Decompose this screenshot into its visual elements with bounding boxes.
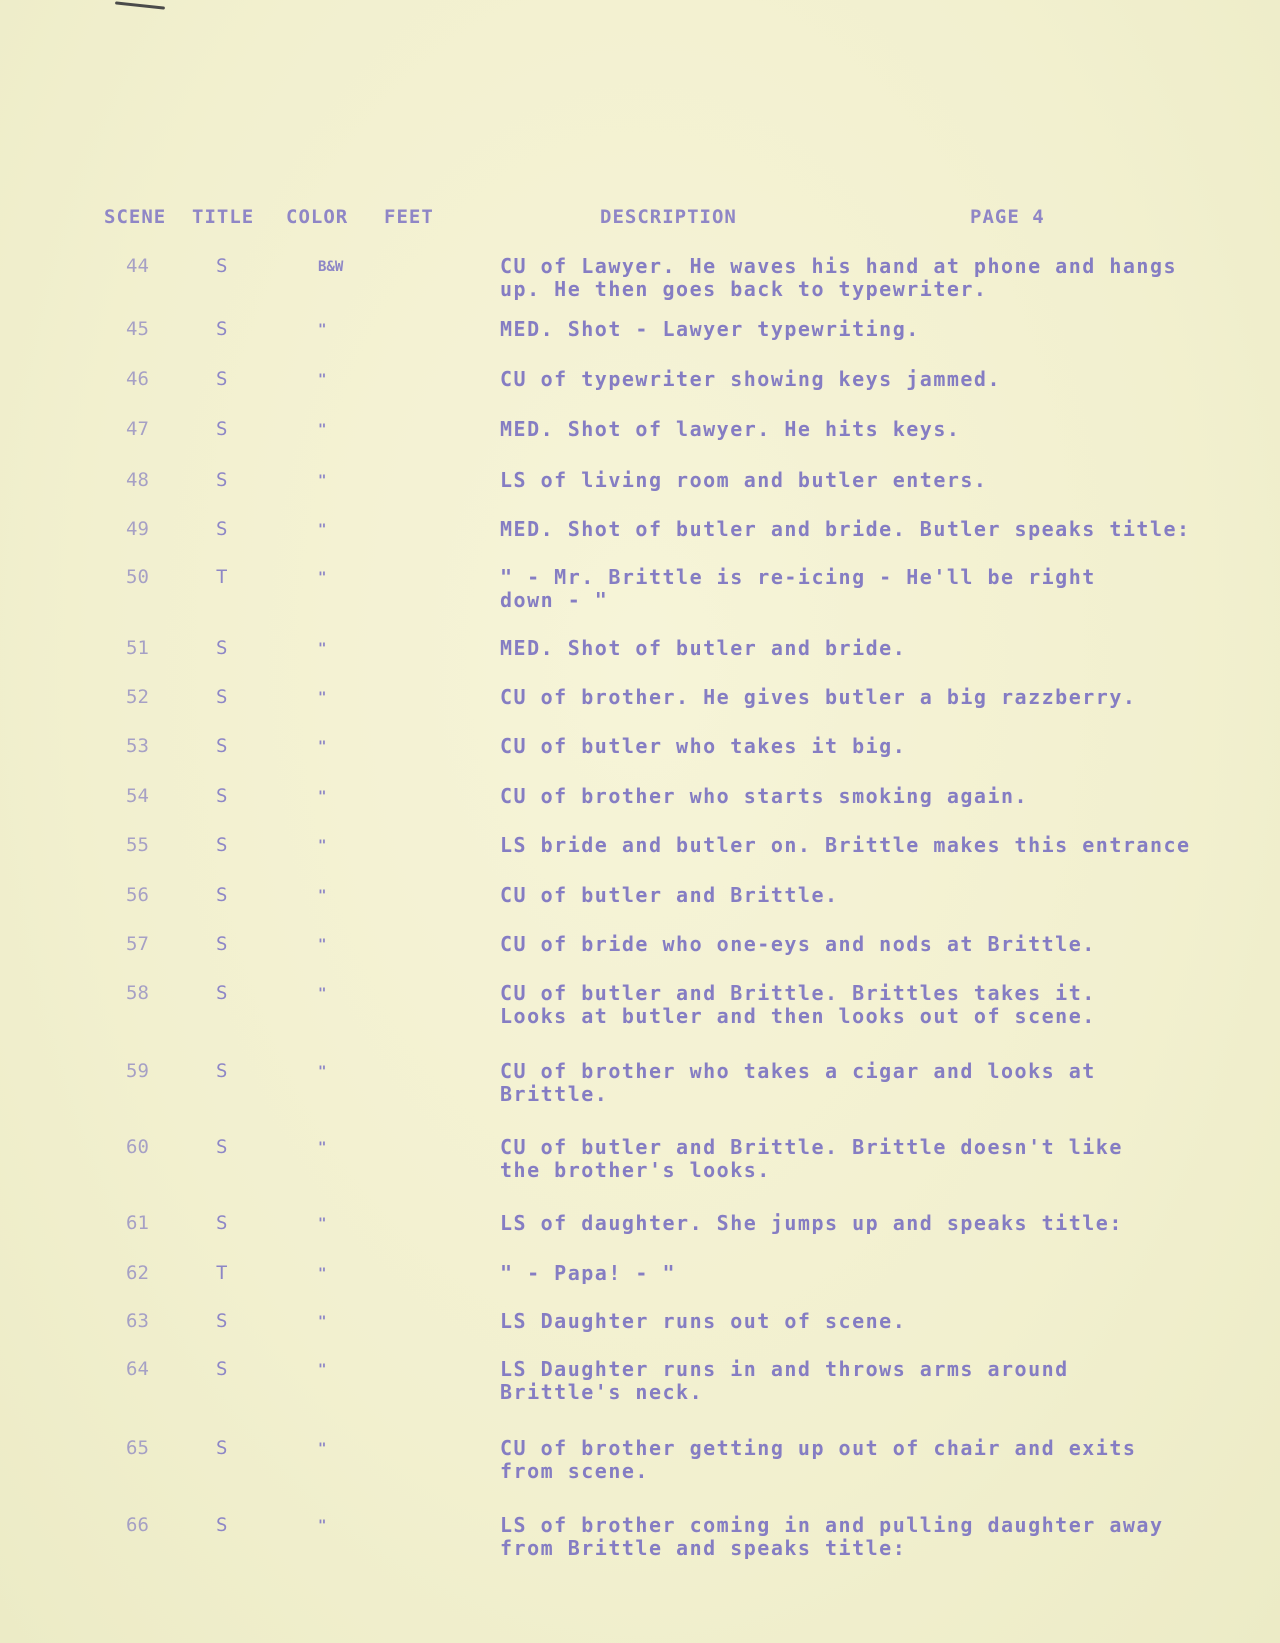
title-code: S: [216, 1136, 228, 1158]
scene-number: 51: [126, 637, 149, 659]
scene-description: CU of brother getting up out of chair and exits from scene.: [500, 1436, 1137, 1483]
color-value: ": [318, 1362, 327, 1378]
scene-number: 55: [126, 834, 149, 856]
scene-description: MED. Shot of lawyer. He hits keys.: [500, 417, 961, 441]
scene-number: 44: [126, 255, 149, 277]
color-value: ": [318, 641, 327, 657]
scene-number: 64: [126, 1358, 149, 1380]
title-code: S: [216, 318, 228, 340]
color-value: ": [318, 1518, 327, 1534]
title-code: S: [216, 982, 228, 1004]
scene-number: 53: [126, 735, 149, 757]
color-value: ": [318, 690, 327, 706]
paper-mark: [115, 1, 165, 9]
scene-number: 54: [126, 785, 149, 807]
title-code: S: [216, 418, 228, 440]
scene-number: 65: [126, 1437, 149, 1459]
title-code: S: [216, 1212, 228, 1234]
color-value: ": [318, 1441, 327, 1457]
title-code: S: [216, 735, 228, 757]
scene-number: 56: [126, 884, 149, 906]
color-value: ": [318, 422, 327, 438]
scene-description: MED. Shot of butler and bride. Butler speaks title:: [500, 517, 1191, 541]
header-feet: FEET: [384, 206, 434, 228]
title-code: S: [216, 255, 228, 277]
color-value: ": [318, 372, 327, 388]
scene-number: 52: [126, 686, 149, 708]
scene-number: 62: [126, 1262, 149, 1284]
color-value: ": [318, 739, 327, 755]
scene-description: " - Papa! - ": [500, 1261, 677, 1285]
scene-number: 45: [126, 318, 149, 340]
title-code: S: [216, 686, 228, 708]
title-code: S: [216, 368, 228, 390]
header-description: DESCRIPTION: [600, 206, 737, 228]
color-value: ": [318, 789, 327, 805]
title-code: T: [216, 566, 228, 588]
scene-description: CU of butler and Brittle. Brittle doesn't like the brother's looks.: [500, 1135, 1123, 1182]
scene-number: 60: [126, 1136, 149, 1158]
scene-description: CU of bride who one-eys and nods at Brittle.: [500, 932, 1096, 956]
color-value: ": [318, 1140, 327, 1156]
title-code: T: [216, 1262, 228, 1284]
scene-number: 59: [126, 1060, 149, 1082]
color-value: ": [318, 888, 327, 904]
scene-number: 48: [126, 469, 149, 491]
color-value: ": [318, 570, 327, 586]
scene-number: 49: [126, 518, 149, 540]
table-header: [0, 206, 1280, 236]
scene-description: " - Mr. Brittle is re-icing - He'll be right down - ": [500, 565, 1096, 612]
title-code: S: [216, 933, 228, 955]
scene-number: 63: [126, 1310, 149, 1332]
color-value: ": [318, 986, 327, 1002]
title-code: S: [216, 884, 228, 906]
scene-description: CU of brother who starts smoking again.: [500, 784, 1029, 808]
color-value: B&W: [318, 259, 344, 275]
scene-description: LS of brother coming in and pulling daughter away from Brittle and speaks title:: [500, 1513, 1164, 1560]
scene-description: MED. Shot - Lawyer typewriting.: [500, 317, 920, 341]
header-title: TITLE: [192, 206, 255, 228]
header-scene: SCENE: [104, 206, 167, 228]
title-code: S: [216, 785, 228, 807]
scene-description: MED. Shot of butler and bride.: [500, 636, 907, 660]
color-value: ": [318, 838, 327, 854]
color-value: ": [318, 1266, 327, 1282]
title-code: S: [216, 518, 228, 540]
color-value: ": [318, 937, 327, 953]
title-code: S: [216, 1437, 228, 1459]
title-code: S: [216, 834, 228, 856]
color-value: ": [318, 322, 327, 338]
scene-description: CU of butler and Brittle. Brittles takes it. Looks at butler and then looks out of scene.: [500, 981, 1096, 1028]
color-value: ": [318, 1314, 327, 1330]
scene-description: LS bride and butler on. Brittle makes this entrance: [500, 833, 1191, 857]
title-code: S: [216, 637, 228, 659]
scene-description: LS Daughter runs in and throws arms around Brittle's neck.: [500, 1357, 1069, 1404]
title-code: S: [216, 1060, 228, 1082]
scene-number: 58: [126, 982, 149, 1004]
color-value: ": [318, 1216, 327, 1232]
scene-description: CU of typewriter showing keys jammed.: [500, 367, 1002, 391]
title-code: S: [216, 1514, 228, 1536]
scene-number: 46: [126, 368, 149, 390]
scene-description: CU of butler who takes it big.: [500, 734, 907, 758]
title-code: S: [216, 1358, 228, 1380]
scene-description: LS of living room and butler enters.: [500, 468, 988, 492]
scene-number: 66: [126, 1514, 149, 1536]
title-code: S: [216, 469, 228, 491]
scene-description: CU of butler and Brittle.: [500, 883, 839, 907]
color-value: ": [318, 473, 327, 489]
scene-description: CU of brother. He gives butler a big razzberry.: [500, 685, 1137, 709]
scene-description: CU of brother who takes a cigar and looks at Brittle.: [500, 1059, 1096, 1106]
title-code: S: [216, 1310, 228, 1332]
scene-number: 47: [126, 418, 149, 440]
scene-description: LS Daughter runs out of scene.: [500, 1309, 907, 1333]
scene-number: 57: [126, 933, 149, 955]
page-number: PAGE 4: [970, 206, 1045, 228]
header-color: COLOR: [286, 206, 349, 228]
scene-description: CU of Lawyer. He waves his hand at phone and hangs up. He then goes back to typewriter.: [500, 254, 1178, 301]
color-value: ": [318, 1064, 327, 1080]
scene-number: 61: [126, 1212, 149, 1234]
scene-description: LS of daughter. She jumps up and speaks title:: [500, 1211, 1123, 1235]
scene-number: 50: [126, 566, 149, 588]
color-value: ": [318, 522, 327, 538]
